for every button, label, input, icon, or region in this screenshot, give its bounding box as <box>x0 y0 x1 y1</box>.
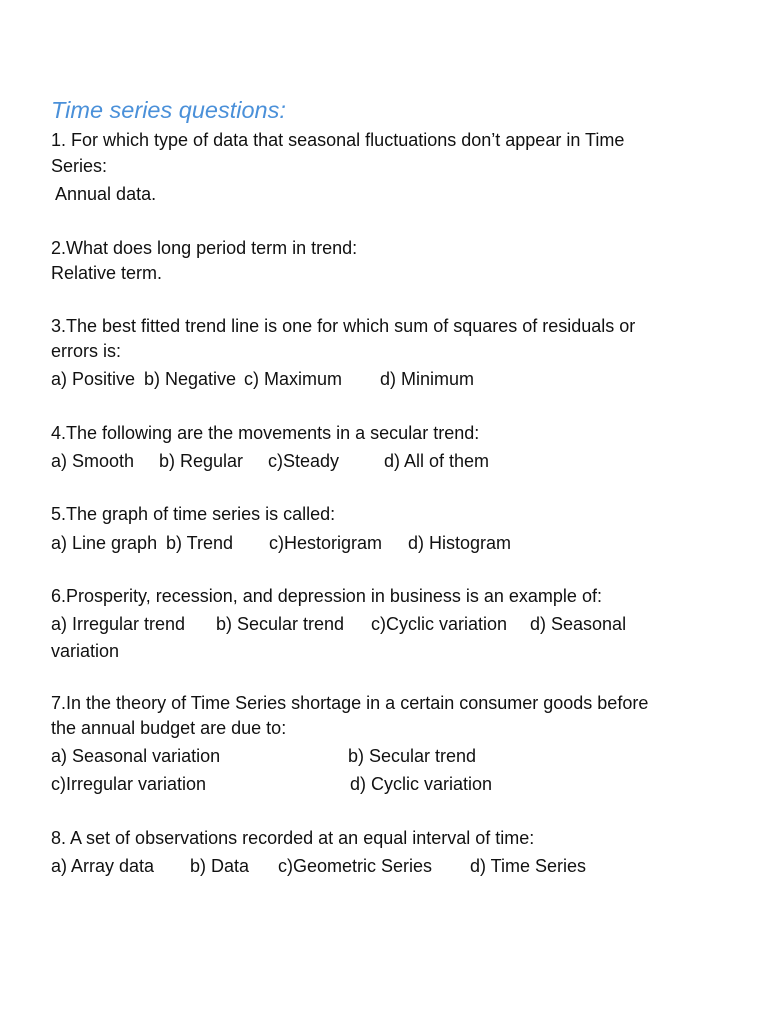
question-5-option-d: d) Histogram <box>408 533 512 553</box>
question-3-option-d: d) Minimum <box>380 369 475 389</box>
question-4-option-a: a) Smooth <box>51 451 135 471</box>
question-5-option-a: a) Line graph <box>51 533 158 553</box>
question-3-text-line-2: errors is: <box>51 341 122 361</box>
question-6-text: 6.Prosperity, recession, and depression in business is an example of: <box>51 586 602 606</box>
question-3-option-c: c) Maximum <box>244 369 342 389</box>
question-7-option-a: a) Seasonal variation <box>51 746 221 766</box>
question-6-option-b: b) Secular trend <box>216 614 345 634</box>
question-4-option-d: d) All of them <box>384 451 490 471</box>
question-5-option-c: c)Hestorigram <box>269 533 383 553</box>
question-7-option-d: d) Cyclic variation <box>350 774 493 794</box>
question-6-option-d-continued: variation <box>51 641 120 661</box>
question-3-text-line-1: 3.The best fitted trend line is one for which sum of squares of residuals or <box>51 316 636 336</box>
question-8-option-a: a) Array data <box>51 856 155 876</box>
question-8-option-c: c)Geometric Series <box>278 856 433 876</box>
question-7-option-b: b) Secular trend <box>348 746 477 766</box>
question-4-text: 4.The following are the movements in a secular trend: <box>51 423 480 443</box>
question-4-option-b: b) Regular <box>159 451 244 471</box>
question-8-option-b: b) Data <box>190 856 250 876</box>
question-5-option-b: b) Trend <box>166 533 234 553</box>
question-3-option-b: b) Negative <box>144 369 237 389</box>
question-8-option-d: d) Time Series <box>470 856 587 876</box>
question-2-answer: Relative term. <box>51 263 163 283</box>
question-6-option-a: a) Irregular trend <box>51 614 186 634</box>
document-title: Time series questions: <box>51 97 286 123</box>
question-5-text: 5.The graph of time series is called: <box>51 504 336 524</box>
question-1-text-line-1: 1. For which type of data that seasonal fluctuations don’t appear in Time <box>51 130 625 150</box>
question-6-option-c: c)Cyclic variation <box>371 614 508 634</box>
question-4-option-c: c)Steady <box>268 451 340 471</box>
question-7-option-c: c)Irregular variation <box>51 774 207 794</box>
question-3-option-a: a) Positive <box>51 369 136 389</box>
question-7-text-line-1: 7.In the theory of Time Series shortage in a certain consumer goods before <box>51 693 649 713</box>
question-7-text-line-2: the annual budget are due to: <box>51 718 287 738</box>
question-1-text-line-2: Series: <box>51 156 108 176</box>
question-8-text: 8. A set of observations recorded at an equal interval of time: <box>51 828 535 848</box>
question-6-option-d: d) Seasonal <box>530 614 627 634</box>
question-1-answer: Annual data. <box>51 184 157 204</box>
question-2-text: 2.What does long period term in trend: <box>51 238 358 258</box>
